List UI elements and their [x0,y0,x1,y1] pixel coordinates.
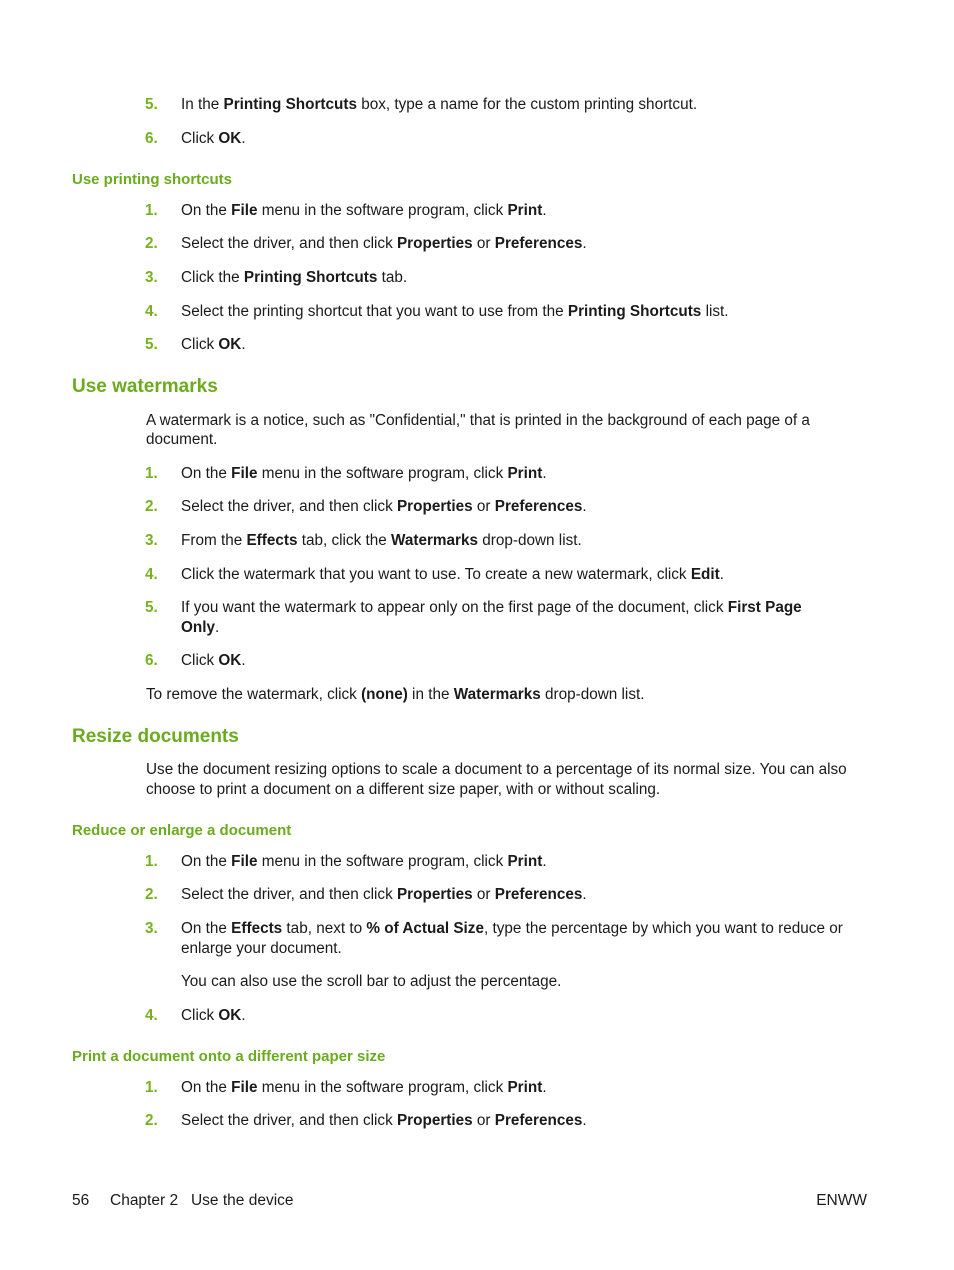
bold-term: Print [507,1079,543,1096]
section-heading-reduce-or-enlarge: Reduce or enlarge a document [72,822,292,839]
step-number: 1. [145,1079,158,1096]
footer-right-label: ENWW [816,1192,867,1209]
bold-term: Print [507,853,543,870]
bold-term: OK [218,652,242,669]
step-text: Click OK. [181,1007,246,1024]
step-text: On the File menu in the software program, click Print. [181,853,547,870]
bold-term: OK [218,1007,242,1024]
step-text: On the File menu in the software program, click Print. [181,202,547,219]
step-number: 3. [145,532,158,549]
footer-chapter: Chapter 2 Use the device [110,1192,294,1209]
paragraph-line: document. [146,431,218,448]
step-number: 2. [145,1112,158,1129]
section-heading-use-printing-shortcuts: Use printing shortcuts [72,171,233,188]
bold-term: Printing Shortcuts [223,96,357,113]
bold-term: Effects [231,920,283,937]
step-text: On the File menu in the software program, click Print. [181,465,547,482]
bold-term: Effects [246,532,298,549]
step-text: On the Effects tab, next to % of Actual Size, type the percentage by which you want to reduce or [181,920,843,937]
step-number: 5. [145,599,158,616]
bold-term: OK [218,130,242,147]
step-text: Click the watermark that you want to use. To create a new watermark, click Edit. [181,566,724,583]
footer-page-number: 56 [72,1192,90,1209]
bold-term: Edit [690,566,720,583]
bold-term: (none) [361,686,408,703]
step-number: 4. [145,1007,158,1024]
bold-term: File [231,853,258,870]
step-number: 4. [145,303,158,320]
step-text: If you want the watermark to appear only on the first page of the document, click First Page [181,599,802,616]
step-text: On the File menu in the software program, click Print. [181,1079,547,1096]
step-number: 2. [145,498,158,515]
step-text: Select the driver, and then click Properties or Preferences. [181,1112,587,1129]
step-number: 5. [145,336,158,353]
bold-term: Preferences [494,1112,583,1129]
bold-term: Only [181,619,215,636]
step-text: From the Effects tab, click the Watermarks drop-down list. [181,532,582,549]
bold-term: Properties [396,235,473,252]
bold-term: Properties [396,498,473,515]
bold-term: Watermarks [453,686,541,703]
step-number: 2. [145,886,158,903]
bold-term: Print [507,202,543,219]
bold-term: File [231,202,258,219]
step-note: You can also use the scroll bar to adjust the percentage. [181,973,562,990]
step-text-continued: enlarge your document. [181,940,342,957]
step-number: 3. [145,269,158,286]
paragraph-line: Use the document resizing options to scale a document to a percentage of its normal size. You can also [146,761,847,778]
step-text: Select the driver, and then click Properties or Preferences. [181,886,587,903]
paragraph-line: A watermark is a notice, such as "Confidential," that is printed in the background of each page of a [146,412,810,429]
step-text: Click OK. [181,336,246,353]
step-text: In the Printing Shortcuts box, type a name for the custom printing shortcut. [181,96,698,113]
step-number: 4. [145,566,158,583]
bold-term: Properties [396,1112,473,1129]
step-number: 2. [145,235,158,252]
step-number: 3. [145,920,158,937]
section-heading-use-watermarks: Use watermarks [72,376,218,397]
bold-term: Preferences [494,886,583,903]
bold-term: OK [218,336,242,353]
section-heading-different-paper-size: Print a document onto a different paper size [72,1048,386,1065]
step-number: 1. [145,465,158,482]
step-text: Select the printing shortcut that you want to use from the Printing Shortcuts list. [181,303,729,320]
bold-term: Printing Shortcuts [567,303,702,320]
bold-term: File [231,1079,258,1096]
step-text: Select the driver, and then click Properties or Preferences. [181,498,587,515]
step-number: 6. [145,130,158,147]
section-heading-resize-documents: Resize documents [72,726,239,747]
step-number: 1. [145,202,158,219]
bold-term: % of Actual Size [366,920,484,937]
bold-term: Properties [396,886,473,903]
bold-term: Watermarks [391,532,479,549]
step-text: Click OK. [181,652,246,669]
step-text: Click the Printing Shortcuts tab. [181,269,408,286]
step-text: Click OK. [181,130,246,147]
bold-term: Preferences [494,235,583,252]
step-number: 5. [145,96,158,113]
step-text-continued: Only. [181,619,220,636]
step-text: Select the driver, and then click Properties or Preferences. [181,235,587,252]
bold-term: Preferences [494,498,583,515]
step-number: 6. [145,652,158,669]
paragraph-line: choose to print a document on a different size paper, with or without scaling. [146,781,661,798]
bold-term: Printing Shortcuts [243,269,378,286]
paragraph-line: To remove the watermark, click (none) in the Watermarks drop-down list. [146,686,645,703]
bold-term: File [231,465,258,482]
bold-term: Print [507,465,543,482]
step-number: 1. [145,853,158,870]
bold-term: First Page [727,599,802,616]
